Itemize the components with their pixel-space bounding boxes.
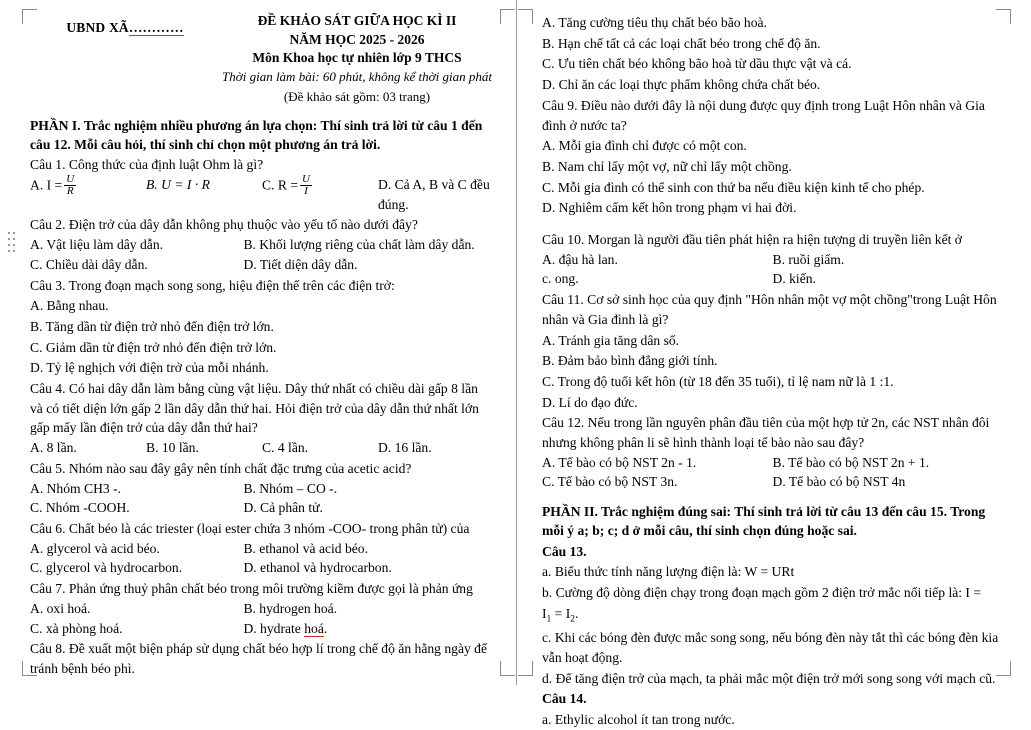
- q4-option-b: B. 10 lần.: [146, 440, 199, 456]
- q12-option-d: D. Tế bào có bộ NST 4n: [772, 474, 906, 490]
- question-7-options-row2: [30, 619, 494, 639]
- q11-option-a: A. Tránh gia tăng dân số.: [542, 332, 680, 348]
- q12-option-b: B. Tế bào có bộ NST 2n + 1.: [772, 454, 930, 470]
- exam-subject: Môn Khoa học tự nhiên lớp 9 THCS: [252, 50, 462, 66]
- q13-statement-b-tail: $I_1 = I_2$.: [542, 605, 579, 625]
- crop-mark-top-right: [996, 9, 1011, 24]
- q2-option-c: C. Chiều dài dây dẫn.: [30, 256, 148, 272]
- question-7-options-row1: [30, 599, 494, 619]
- q10-option-a: A. đậu hà lan.: [542, 251, 618, 267]
- q9-option-d: D. Nghiêm cấm kết hôn trong phạm vi hai đời.: [542, 200, 797, 216]
- q6-option-c: C. glycerol và hydrocarbon.: [30, 560, 183, 576]
- header-org-dots: …………: [128, 20, 184, 35]
- q3-option-b: B. Tăng dần từ điện trở nhỏ đến điện trở lớn.: [30, 318, 274, 334]
- q8-option-c: C. Ưu tiên chất béo không bão hoà từ dầu thực vật và cá.: [542, 56, 852, 72]
- question-4-options: [30, 438, 494, 458]
- question-12-options-row2: [542, 472, 1003, 492]
- q12-option-c: C. Tế bào có bộ NST 3n.: [542, 474, 678, 490]
- q4-option-d: D. 16 lần.: [378, 440, 432, 456]
- q3-option-a: A. Bằng nhau.: [30, 298, 109, 314]
- q9-option-b: B. Nam chỉ lấy một vợ, nữ chỉ lấy một chồng.: [542, 158, 792, 174]
- exam-time-note: Thời gian làm bài: 60 phút, không kể thời gian phát: [222, 68, 492, 84]
- question-12-stem: Câu 12. Nếu trong lần nguyên phân đầu tiên của một hợp tử 2n, các NST nhân đôi nhưng không phân li sẽ hình thành loại tế bào nào sau đây?: [542, 415, 990, 451]
- header-organization: [30, 12, 220, 36]
- left-column: [0, 0, 516, 685]
- q13-statement-a: a. Biểu thức tính năng lượng điện là: W = URt: [542, 564, 795, 580]
- q11-option-b: B. Đảm bảo bình đẳng giới tính.: [542, 353, 718, 369]
- question-6-stem: Câu 6. Chất béo là các triester (loại ester chứa 3 nhóm -COO- trong phân tử) của: [30, 521, 470, 536]
- question-10-options-row1: [542, 250, 1003, 270]
- question-6-options-row2: [30, 558, 494, 578]
- crop-mark-bottom-right: [996, 661, 1011, 676]
- question-5-options-row2: [30, 498, 494, 518]
- crop-mark-top-left: [22, 9, 37, 24]
- q2-option-d: D. Tiết diện dây dẫn.: [243, 256, 358, 272]
- question-9-stem: Câu 9. Điều nào dưới đây là nội dung được quy định trong Luật Hôn nhân và Gia đình ở nước ta?: [542, 97, 985, 133]
- header-org-text: UBND XÃ: [66, 20, 129, 35]
- q12-option-a: A. Tế bào có bộ NST 2n - 1.: [542, 454, 697, 470]
- q14-statement-a: a. Ethylic alcohol ít tan trong nước.: [542, 712, 735, 728]
- q10-option-b: B. ruồi giấm.: [772, 251, 845, 267]
- question-13-stem: Câu 13.: [542, 543, 587, 559]
- q1-fraction-a: $\frac{U}{R}$: [66, 173, 75, 198]
- question-12-options-row1: [542, 453, 1003, 473]
- question-14-stem: Câu 14.: [542, 691, 587, 707]
- question-8-stem: Câu 8. Đề xuất một biện pháp sử dụng chất béo hợp lí trong chế độ ăn hằng ngày để tránh bệnh béo phì.: [30, 641, 488, 676]
- q5-option-d: D. Cả phân tử.: [243, 500, 323, 516]
- question-2-stem: Câu 2. Điện trở của dây dẫn không phụ thuộc vào yếu tố nào dưới đây?: [30, 217, 418, 233]
- right-column: [516, 0, 1031, 728]
- question-2-options-row2: [30, 255, 494, 275]
- q7-option-d: D. hydrate hoá.: [243, 620, 328, 636]
- q7-option-a: A. oxi hoá.: [30, 600, 91, 616]
- q9-option-c: C. Mỗi gia đình có thể sinh con thứ ba nếu điều kiện kinh tế cho phép.: [542, 179, 925, 195]
- q10-option-d: D. kiến.: [772, 271, 816, 287]
- question-6-options-row1: [30, 539, 494, 559]
- q1-option-d: D. Cả A, B và C đều đúng.: [378, 177, 490, 212]
- question-11-stem: Câu 11. Cơ sở sinh học của quy định "Hôn nhân một vợ một chồng"trong Luật Hôn nhân và Gia đình là gì?: [542, 292, 997, 327]
- q11-option-c: C. Trong độ tuổi kết hôn (từ 18 đến 35 tuổi), tỉ lệ nam nữ là 1 :1.: [542, 373, 894, 389]
- q1-fraction-c: $\frac{U}{I}$: [302, 173, 310, 198]
- q8-option-b: B. Hạn chế tất cả các loại chất béo trong chế độ ăn.: [542, 35, 821, 51]
- crop-mark-top-right-inner: [518, 9, 533, 24]
- q5-option-c: C. Nhóm -COOH.: [30, 500, 130, 516]
- question-2-options-row1: [30, 235, 494, 255]
- q5-option-b: B. Nhóm – CO -.: [243, 480, 338, 496]
- q6-option-d: D. ethanol và hydrocarbon.: [243, 560, 392, 576]
- part-2-title: PHẦN II. Trắc nghiệm đúng sai: Thí sinh trả lời từ câu 13 đến câu 15. Trong mỗi ý a; b; c; d ở mỗi câu, thí sinh chọn đúng hoặc sai.: [542, 504, 986, 539]
- crop-mark-bottom-left-inner: [500, 661, 515, 676]
- q7-option-d-marked-word: hoá: [304, 620, 324, 636]
- q7-option-b: B. hydrogen hoá.: [243, 600, 338, 616]
- q1-option-b: B. U = I · R: [146, 177, 210, 193]
- crop-mark-top-left-inner: [500, 9, 515, 24]
- header-titles: [220, 12, 494, 106]
- question-3-stem: Câu 3. Trong đoạn mạch song song, hiệu điện thế trên các điện trở:: [30, 277, 395, 293]
- question-4-stem: Câu 4. Có hai dây dẫn làm bằng cùng vật liệu. Dây thứ nhất có chiều dài gấp 8 lần và có tiết diện lớn gấp 2 lần dây dẫn thứ hai. Hỏi điện trở của dây dẫn thứ nhất lớn gấp mấy lần điện trở của dây dẫn thứ hai?: [30, 381, 479, 436]
- q8-option-d: D. Chỉ ăn các loại thực phẩm không chứa chất béo.: [542, 77, 821, 93]
- crop-mark-bottom-right-inner: [518, 661, 533, 676]
- question-1-stem: Câu 1. Công thức của định luật Ohm là gì?: [30, 157, 264, 173]
- question-10-options-row2: [542, 269, 1003, 289]
- q6-option-a: A. glycerol và acid béo.: [30, 540, 160, 556]
- q13-statement-d: d. Để tăng điện trở của mạch, ta phải mắc một điện trở mới song song với mạch cũ.: [542, 670, 996, 686]
- q7-option-c: C. xà phòng hoá.: [30, 620, 123, 636]
- q4-option-a: A. 8 lần.: [30, 440, 77, 456]
- question-5-stem: Câu 5. Nhóm nào sau đây gây nên tính chất đặc trưng của acetic acid?: [30, 460, 412, 476]
- q3-option-d: D. Tỷ lệ nghịch với điện trở của mỗi nhánh.: [30, 360, 269, 376]
- question-1-options: [30, 175, 494, 214]
- question-5-options-row1: [30, 479, 494, 499]
- q2-option-a: A. Vật liệu làm dây dẫn.: [30, 237, 164, 253]
- exam-title: ĐỀ KHẢO SÁT GIỮA HỌC KÌ II: [257, 13, 457, 28]
- q11-option-d: D. Lí do đạo đức.: [542, 394, 638, 410]
- q10-option-c: c. ong.: [542, 271, 579, 287]
- exam-school-year: NĂM HỌC 2025 - 2026: [289, 31, 425, 47]
- q2-option-b: B. Khối lượng riêng của chất làm dây dẫn.: [243, 237, 475, 253]
- q6-option-b: B. ethanol và acid béo.: [243, 540, 369, 556]
- q4-option-c: C. 4 lần.: [262, 440, 309, 456]
- q5-option-a: A. Nhóm CH3 -.: [30, 480, 122, 496]
- q8-option-a: A. Tăng cường tiêu thụ chất béo bão hoà.: [542, 15, 767, 30]
- question-7-stem: Câu 7. Phản ứng thuỷ phân chất béo trong môi trường kiềm được gọi là phản ứng: [30, 581, 473, 597]
- crop-mark-bottom-left: [22, 661, 37, 676]
- part-1-title: PHẦN I. Trắc nghiệm nhiều phương án lựa chọn: Thí sinh trả lời từ câu 1 đến câu 12. Mỗi câu hỏi, thí sinh chỉ chọn một phương án trả lời.: [30, 117, 483, 153]
- drag-handle-dots[interactable]: [8, 232, 15, 258]
- q13-statement-b: b. Cường độ dòng điện chạy trong đoạn mạch gồm 2 điện trở mắc nối tiếp là: I =: [542, 585, 982, 601]
- q9-option-a: A. Mỗi gia đình chỉ được có một con.: [542, 138, 747, 154]
- q3-option-c: C. Giảm dần từ điện trở nhỏ đến điện trở lớn.: [30, 339, 277, 355]
- document-header: [30, 12, 494, 106]
- q1-option-a: A. I = $\frac{U}{R}$: [30, 173, 75, 198]
- q13-statement-c: c. Khi các bóng đèn được mắc song song, nếu bóng đèn này tắt thì các bóng đèn kia vẫn hoạt động.: [542, 630, 999, 666]
- exam-pages-note: (Đề khảo sát gồm: 03 trang): [283, 88, 431, 104]
- q1-option-c: C. R = $\frac{U}{I}$: [262, 173, 310, 198]
- question-10-stem: Câu 10. Morgan là người đầu tiên phát hiện ra hiện tượng di truyền liên kết ở: [542, 232, 962, 248]
